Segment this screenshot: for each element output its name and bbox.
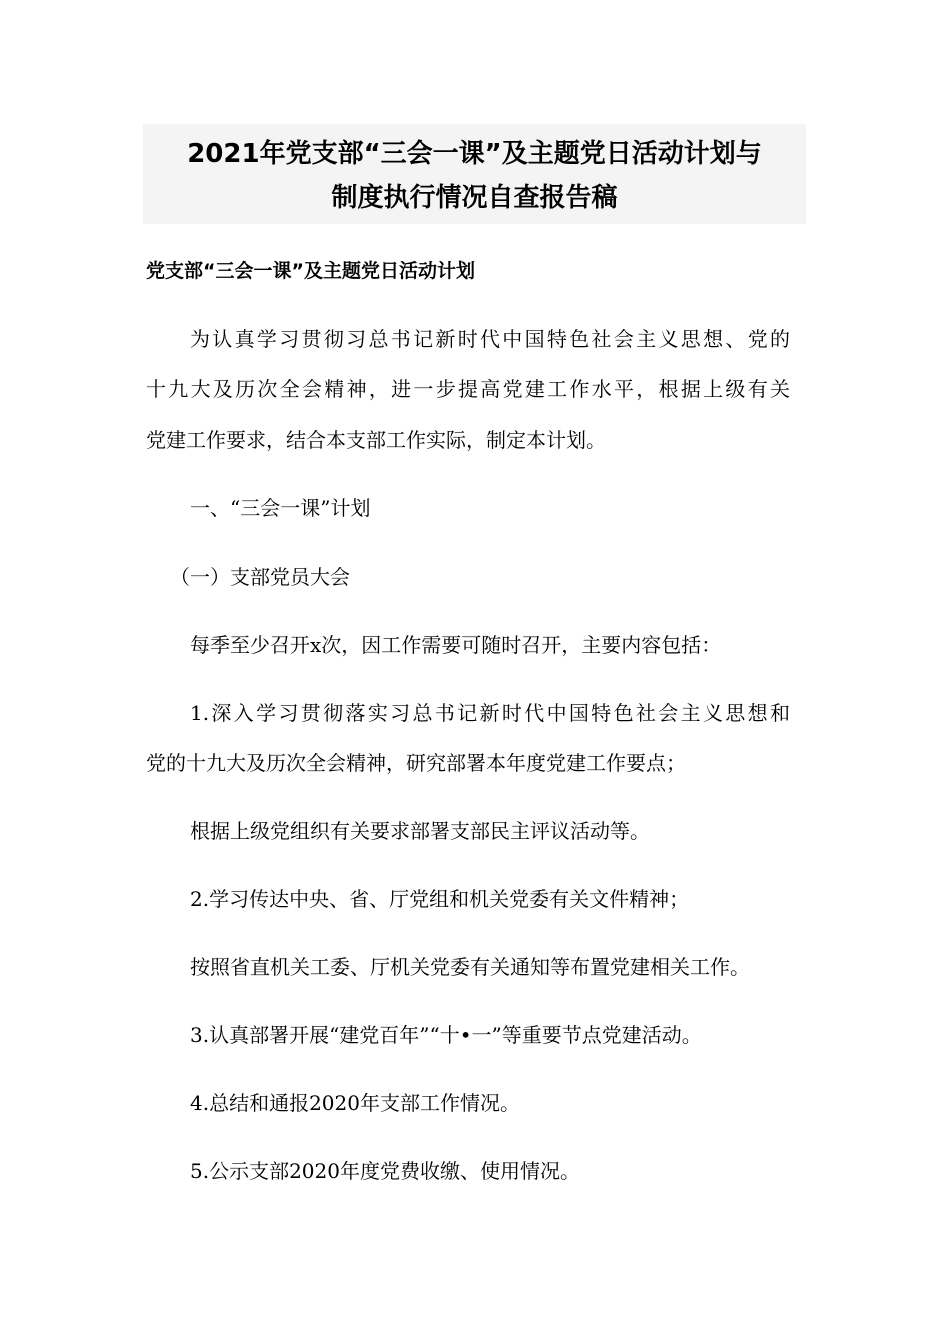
list-item: 2.学习传达中央、省、厅党组和机关党委有关文件精神； — [190, 887, 690, 911]
paragraph-line: 十九大及历次全会精神，进一步提高党建工作水平，根据上级有关 — [146, 377, 790, 401]
subsection-heading: 一、“三会一课”计划 — [190, 496, 371, 520]
subsection-heading: （一）支部党员大会 — [170, 565, 350, 589]
paragraph-line: 为认真学习贯彻习总书记新时代中国特色社会主义思想、党的 — [190, 327, 790, 351]
paragraph-line: 每季至少召开x次，因工作需要可随时召开，主要内容包括： — [190, 633, 722, 657]
paragraph-line: 党的十九大及历次全会精神，研究部署本年度党建工作要点； — [146, 751, 686, 775]
paragraph-line: 根据上级党组织有关要求部署支部民主评议活动等。 — [190, 819, 650, 843]
list-item: 4.总结和通报2020年支部工作情况。 — [190, 1091, 520, 1115]
document-title-line-1: 2021年党支部“三会一课”及主题党日活动计划与 — [187, 139, 762, 169]
title-block — [143, 124, 806, 224]
paragraph-line: 按照省直机关工委、厅机关党委有关通知等布置党建相关工作。 — [190, 955, 750, 979]
section-heading: 党支部“三会一课”及主题党日活动计划 — [146, 260, 475, 282]
list-item: 5.公示支部2020年度党费收缴、使用情况。 — [190, 1159, 580, 1183]
document-title-line-2: 制度执行情况自查报告稿 — [331, 183, 618, 213]
list-item: 3.认真部署开展“建党百年”“十•一”等重要节点党建活动。 — [190, 1023, 702, 1047]
list-item: 1.深入学习贯彻落实习总书记新时代中国特色社会主义思想和 — [190, 701, 790, 725]
paragraph-line: 党建工作要求，结合本支部工作实际，制定本计划。 — [146, 428, 606, 452]
